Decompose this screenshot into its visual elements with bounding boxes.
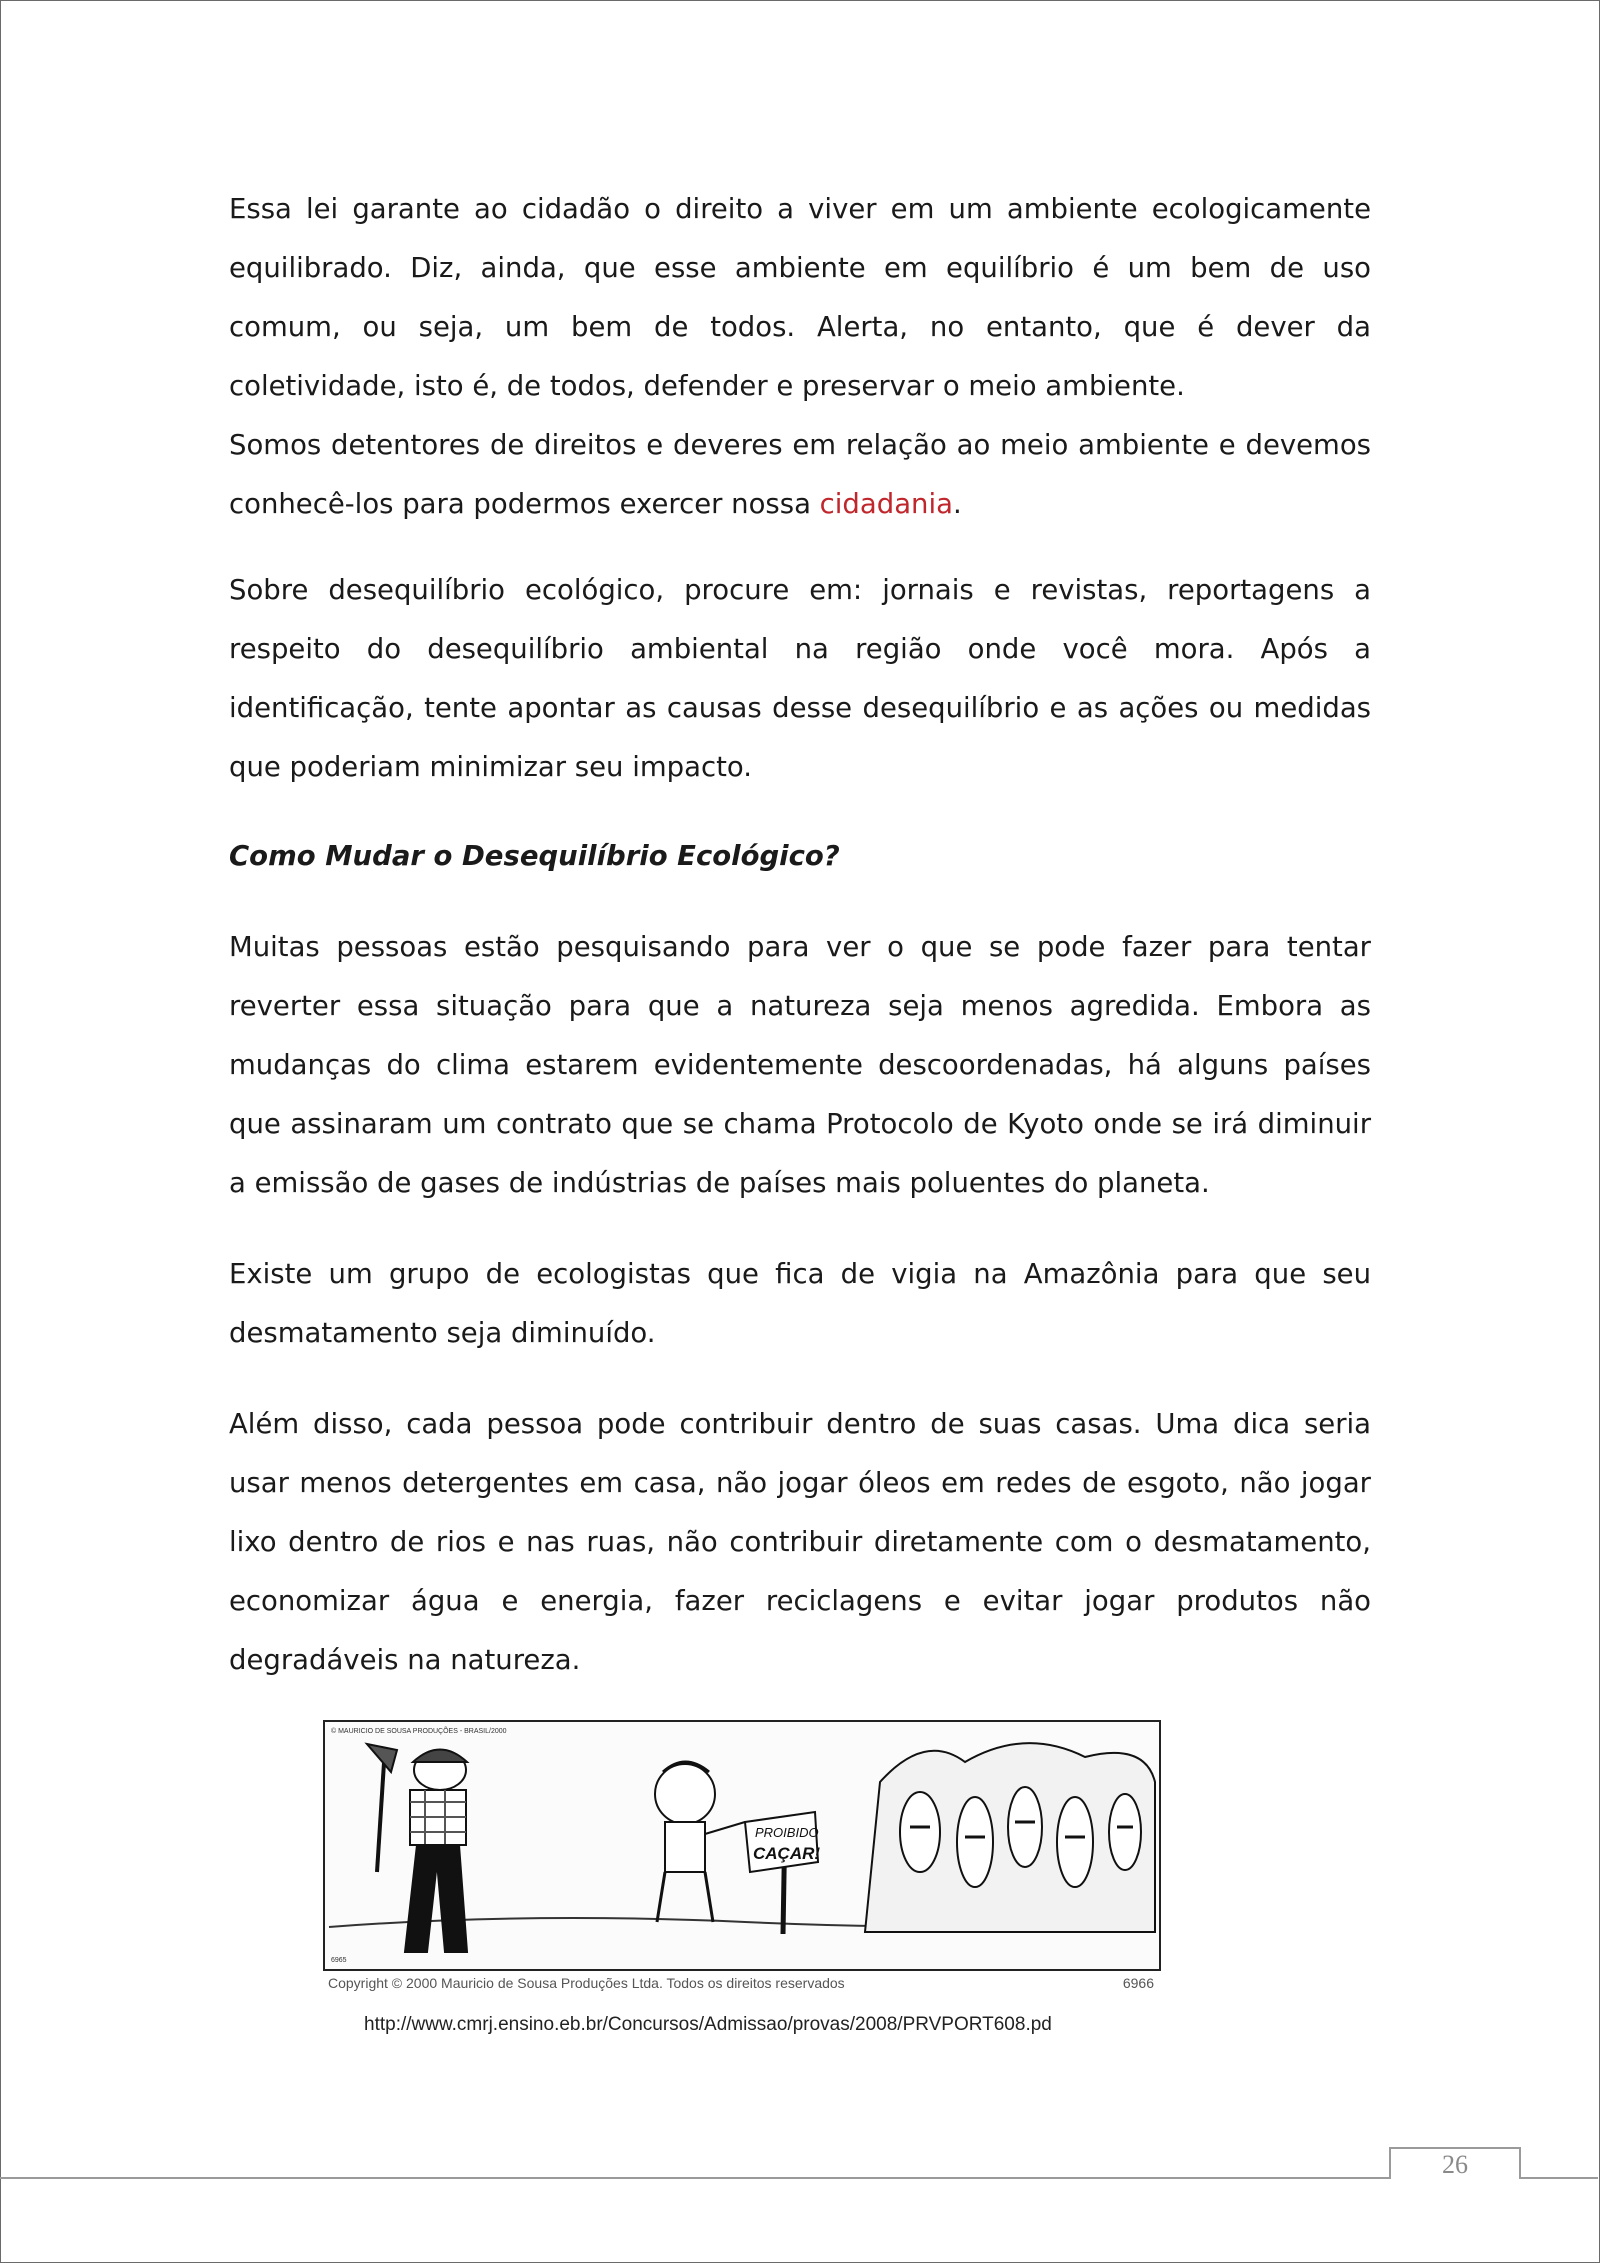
paragraph-1: Essa lei garante ao cidadão o direito a viver em um ambiente ecologicamente equilibrado. Diz, ainda, que esse ambiente em equilíbrio é um bem de uso comum, ou seja, um bem de todos. Alerta, no entanto, que é dever da coletividade, isto é, de todos, defender e preservar o meio ambiente. [229,193,1371,402]
sign-post [745,1812,820,1934]
boy-figure [655,1762,745,1922]
paragraph-2 [229,416,1371,534]
strip-number: 6966 [1122,1975,1154,1991]
sign-line-1: PROIBIDO [755,1825,819,1840]
cartoon-copyright [328,1975,1154,1997]
sign-line-2: CAÇAR! [753,1844,821,1863]
trees-group [865,1743,1155,1932]
paragraph-2-end: . [952,488,962,520]
body-text [229,180,1371,1690]
source-url[interactable]: http://www.cmrj.ensino.eb.br/Concursos/Admissao/provas/2008/PRVPORT608.pd [364,2014,1052,2035]
lumberjack-figure [367,1744,467,1952]
paragraph-2-text: Somos detentores de direitos e deveres em relação ao meio ambiente e devemos conhecê-los para podermos exercer nossa [229,429,1371,520]
copyright-text: Copyright © 2000 Mauricio de Sousa Produções Ltda. Todos os direitos reservados [328,1975,845,1991]
cartoon-corner-number: 6965 [331,1957,347,1964]
cartoon-strip [323,1720,1161,1971]
cartoon-top-credit: © MAURICIO DE SOUSA PRODUÇÕES - BRASIL/2000 [331,1728,507,1735]
cartoon-illustration [325,1722,1159,1969]
footer-divider [0,2177,1598,2179]
paragraph-4: Muitas pessoas estão pesquisando para ver o que se pode fazer para tentar reverter essa situação para que a natureza seja menos agredida. Embora as mudanças do clima estarem evidentemente descoordenadas, há alguns países que assinaram um contrato que se chama Protocolo de Kyoto onde se irá diminuir a emissão de gases de indústrias de países mais poluentes do planeta. [229,931,1371,1199]
cidadania-link[interactable]: cidadania [819,488,953,520]
paragraph-6: Além disso, cada pessoa pode contribuir dentro de suas casas. Uma dica seria usar menos detergentes em casa, não jogar óleos em redes de esgoto, não jogar lixo dentro de rios e nas ruas, não contribuir diretamente com o desmatamento, economizar água e energia, fazer reciclagens e evitar jogar produtos não degradáveis na natureza. [229,1408,1371,1676]
paragraph-5: Existe um grupo de ecologistas que fica de vigia na Amazônia para que seu desmatamento seja diminuído. [229,1258,1371,1349]
section-heading: Como Mudar o Desequilíbrio Ecológico? [229,840,840,872]
page-number: 26 [1389,2147,1521,2179]
paragraph-3: Sobre desequilíbrio ecológico, procure em: jornais e revistas, reportagens a respeito do desequilíbrio ambiental na região onde você mora. Após a identificação, tente apontar as causas desse desequilíbrio e as ações ou medidas que poderiam minimizar seu impacto. [229,574,1371,783]
